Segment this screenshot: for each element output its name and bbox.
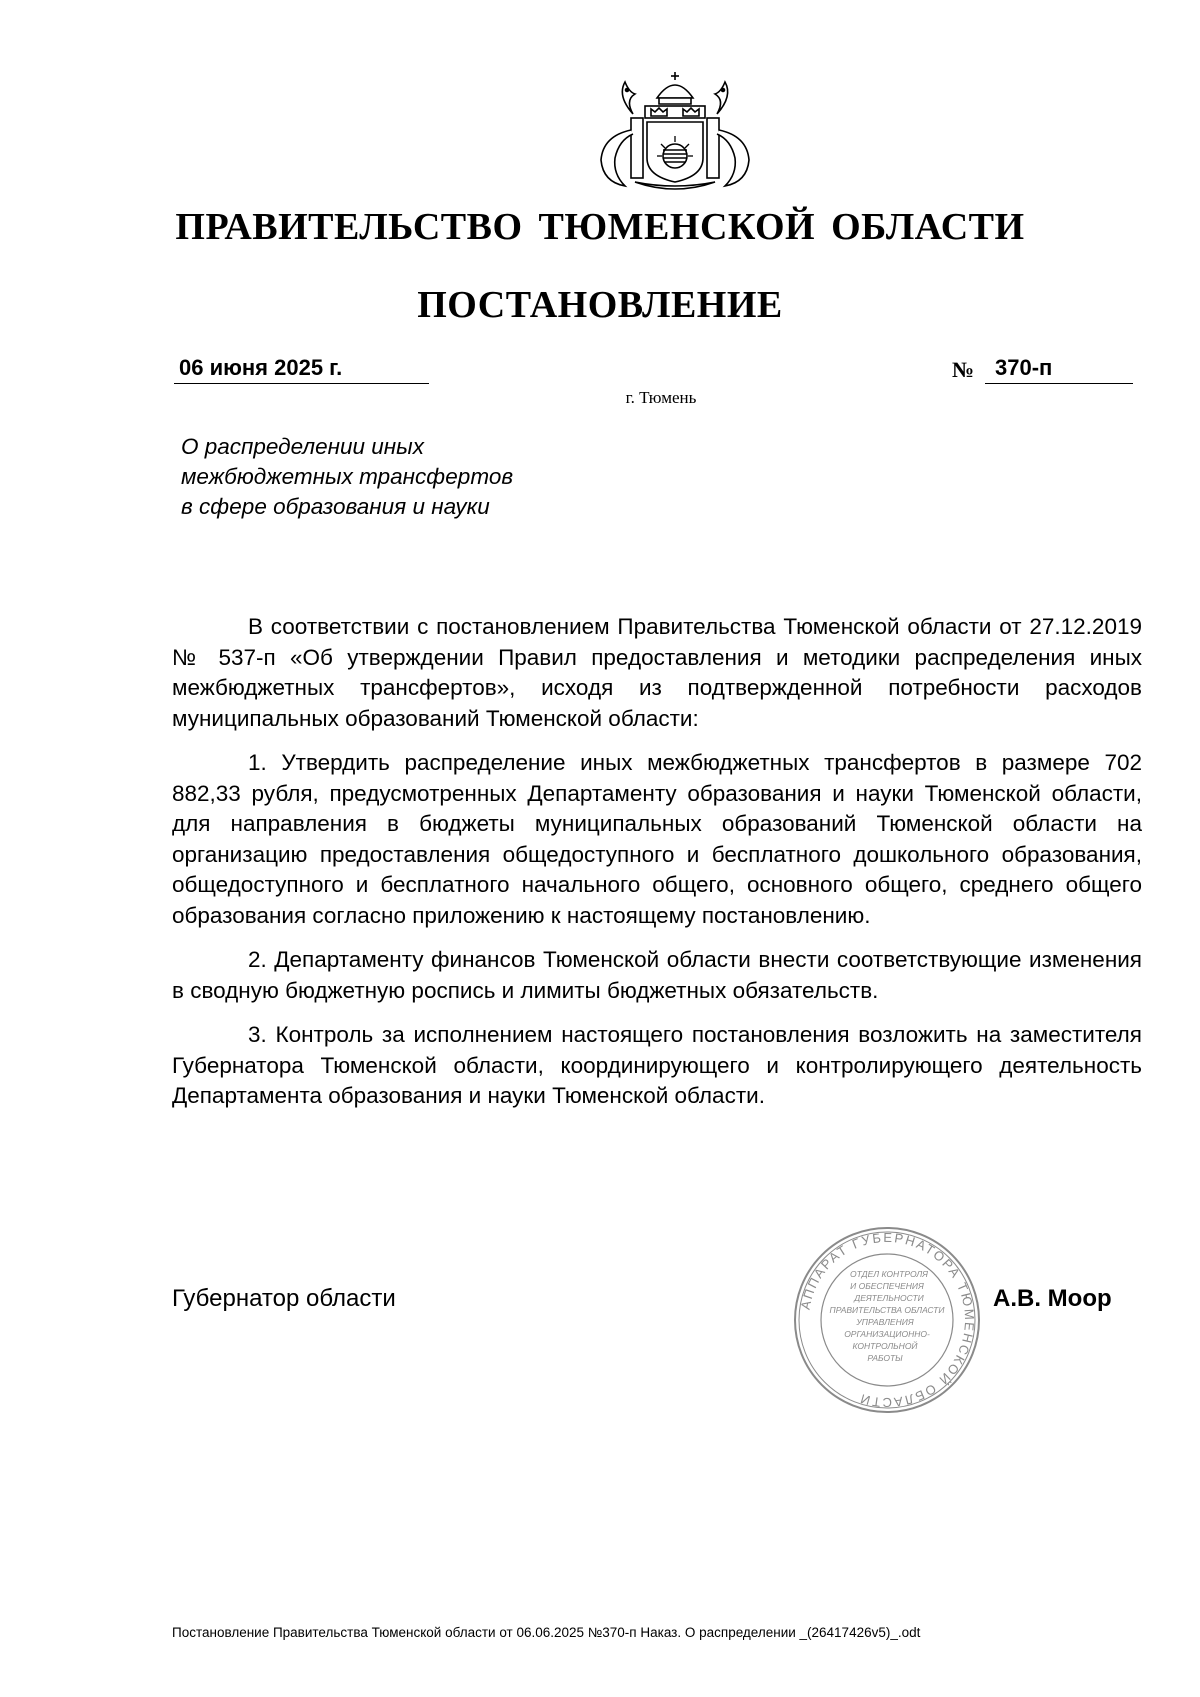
coat-of-arms-icon bbox=[595, 70, 755, 195]
subject-line: О распределении иных bbox=[181, 434, 424, 459]
stamp-inner-line: РАБОТЫ bbox=[867, 1353, 903, 1363]
subject-line: межбюджетных трансфертов bbox=[181, 464, 514, 489]
document-type: ПОСТАНОВЛЕНИЕ bbox=[417, 284, 783, 326]
document-city: г. Тюмень bbox=[625, 388, 697, 407]
document-date: 06 июня 2025 г. bbox=[179, 355, 343, 380]
clause-paragraph-2: 2. Департаменту финансов Тюменской области внести соответствующие изменения в сводную бюджетную роспись и лимиты бюджетных обязательств. bbox=[172, 947, 1142, 1003]
stamp-inner-line: ОТДЕЛ КОНТРОЛЯ bbox=[850, 1269, 928, 1279]
document-number: 370-п bbox=[995, 355, 1053, 380]
stamp-inner-line: ДЕЯТЕЛЬНОСТИ bbox=[854, 1293, 924, 1303]
stamp-outer-text: АППАРАТ ГУБЕРНАТОРА ТЮМЕНСКОЙ ОБЛАСТИ bbox=[797, 1229, 978, 1411]
signer-role: Губернатор области bbox=[172, 1285, 396, 1312]
clause-paragraph-3: 3. Контроль за исполнением настоящего постановления возложить на заместителя Губернатора Тюменской области, координирующего и контролирующего деятельность Департамента образования и науки Тюменской области. bbox=[172, 1022, 1142, 1108]
preamble-paragraph: В соответствии с постановлением Правительства Тюменской области от 27.12.2019 № 537-п «Об утверждении Правил предоставления и методики распределения иных межбюджетных трансфертов», исходя из подтвержденной потребности расходов муниципальных образований Тюменской области: bbox=[172, 614, 1142, 731]
stamp-inner-line: ПРАВИТЕЛЬСТВА ОБЛАСТИ bbox=[829, 1305, 945, 1315]
document-date-field bbox=[174, 355, 429, 384]
number-sign: № bbox=[952, 357, 975, 382]
document-footer: Постановление Правительства Тюменской области от 06.06.2025 №370-п Наказ. О распределении _(26417426v5)_.odt bbox=[172, 1625, 921, 1640]
document-body bbox=[172, 612, 1142, 1126]
clause-paragraph-1: 1. Утвердить распределение иных межбюджетных трансфертов в размере 702 882,33 рубля, предусмотренных Департаменту образования и науки Тюменской области, для направления в бюджеты муниципальных образований Тюменской области на организацию предоставления общедоступного и бесплатного дошкольного образования, общедоступного и бесплатного начального общего, основного общего, среднего общего образования согласно приложению к настоящему постановлению. bbox=[172, 750, 1142, 928]
government-title: ПРАВИТЕЛЬСТВО ТЮМЕНСКОЙ ОБЛАСТИ bbox=[175, 206, 1025, 248]
signer-name: А.В. Моор bbox=[993, 1285, 1112, 1312]
document-subject bbox=[181, 432, 513, 522]
stamp-inner-line: КОНТРОЛЬНОЙ bbox=[852, 1341, 918, 1351]
document-number-field bbox=[985, 355, 1133, 384]
stamp-inner-line: ОРГАНИЗАЦИОННО- bbox=[844, 1329, 930, 1339]
stamp-inner-line: УПРАВЛЕНИЯ bbox=[856, 1317, 914, 1327]
official-stamp-icon bbox=[792, 1225, 982, 1415]
stamp-inner-line: И ОБЕСПЕЧЕНИЯ bbox=[850, 1281, 924, 1291]
subject-line: в сфере образования и науки bbox=[181, 494, 490, 519]
